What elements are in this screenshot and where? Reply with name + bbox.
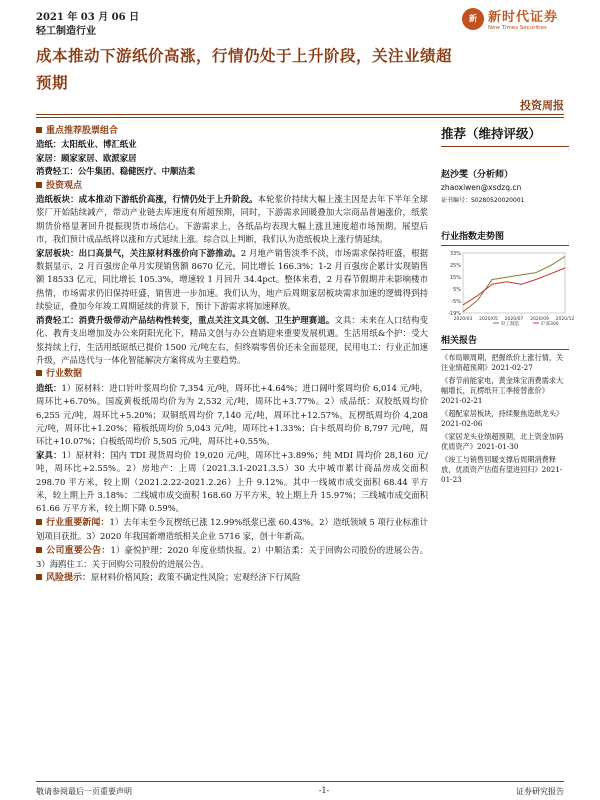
related-report[interactable]: 《超配家居板块，持续聚焦造纸龙头》2021-02-06 [441,409,564,428]
view-consumer: 消费轻工：消费升级带动产品结构性转变，重点关注文具文创、卫生护理赛道。文具：未来在人口结构变化、教育支出增加及办公来阴阳光化下，精品文创与办公直销迎来重要发展机遇。生活用纸&个护：受大浆持续上行，生活用纸原纸已提价 1500 元/吨左右，但终端零售价还未全面显现，民用电工：行业正加速升级，产品迭代与一体化智能解决方案将成为主要趋势。 [36,314,428,365]
y-tick-label: 25% [449,263,461,269]
related-report[interactable]: 《布局顺周期，把握纸价上涨行情，关注业绩超预期》2021-02-27 [441,353,564,372]
y-tick-label: -5% [451,299,461,305]
trend-chart [441,249,575,327]
view-home: 家居板块：出口高景气，关注原材料涨价向下游推动。2 月地产销售淡季不淡，市场需求保持旺盛，根据数据显示，2 月百强房企单月实现销售额 8670 亿元，同比增长 166.3%；1-2 月百强房企累计实现销售额 18533 亿元，同比增长 105.3%，增速较 1 月回升 34.4pct。整体来看，2 月春节假期并未影响楼市热情，市场需求仍旧保持旺盛，销售进一步加速。我们认为，地产后周期家居板块需求加速的逻辑得到持续验证，叠加今年竣工周期延续的背景下，预计下游需求将加速释放。 [36,247,429,312]
related-report[interactable]: 《竣工与销售回暖支撑后周期消费释放，优质资产估值有望进回归》2021-01-23 [441,455,563,484]
brand-logo [462,6,558,31]
company-announcements: 公司重要公告：1）豪悦护理：2020 年度业绩快报。2）中顺洁柔：关于回购公司股份的进展公告。3）海鸥住工：关于回购公司股份的进展公告。 [36,544,428,569]
section-portfolio: 重点推荐股票组合 [36,125,428,138]
footer-label: 证券研究报告 [516,787,564,796]
page-footer [36,781,564,797]
portfolio-row: 家居：顾家家居、欧派家居 [36,152,137,163]
square-bullet-icon [36,547,42,553]
y-tick-label: 5% [453,287,461,293]
main-content [36,124,428,586]
legend-label: 沪深300 [541,322,559,327]
view-paper: 造纸板块：成本推动下游纸价高涨，行情仍处于上升阶段。本轮浆价持续大幅上涨主因是去年下半年全球浆厂开始陆续减产，带动产业链去库速度有所超预期，同时，下游需求回暖叠加大宗商品普遍涨价，纸浆期货价格显著回升提振现货市场信心。下游需求上，各纸品均表现大幅上涨且速度超市场预期。展望后市，我们预计成品纸将以涨和方式延续上涨。综合以上判断，我们认为造纸板块上涨行情延续。 [36,194,429,245]
risk-warning: 风险提示：原材料价格风险；政策不确定性风险；宏观经济下行风险 [36,571,428,585]
y-tick-label: -19% [448,311,461,317]
section-tracking: 行业数据 [36,368,428,381]
sidebar [441,124,575,485]
trend-chart-title: 行业指数走势图 [441,229,569,246]
report-date: 2021 年 03 月 06 日 [36,12,140,23]
square-bullet-icon [36,574,42,580]
title-divider [36,114,564,115]
analyst-email[interactable]: zhaoxiwen@xsdzq.cn [441,183,522,192]
x-tick-label: 2020/12 [555,317,575,322]
square-bullet-icon [36,519,42,525]
report-type: 投资周报 [520,99,564,112]
x-tick-label: 2020/09 [530,317,549,322]
track-home: 家具：1）原材料：国内 TDI 现货周均价 19,020 元/吨，周环比+3.89%；纯 MDI 周均价 28,160 元/吨，周环比+2.55%。2）房地产：上周（2021.3.1-2021.3.5）30 大中城市累计商品房成交面积 298.70 平方米，较上期（2021.2.22-2021.2.26）上升 9.12%。其中一线城市成交面积 68.44 平方米，较上期上升 3.18%；二线城市成交面积 168.60 万平方米，较上期上升 15.97%；三线城市成交面积 61.66 万平方米，较上期下降 0.59%。 [36,449,429,514]
square-bullet-icon [36,182,42,188]
x-tick-label: 2020/05 [479,317,498,322]
square-bullet-icon [36,127,42,133]
industry-news: 行业重要新闻：1）去年末至今瓦楞纸已涨 12.99%纸浆已涨 60.43%。2）造纸领域 5 项行业标准计划项目获批。3）2020 年我国新增造纸相关企业 5716 家，创十年新高。 [36,516,428,542]
related-report[interactable]: 《家居龙头业绩超预期，北上资金加码优质资产》2021-01-30 [441,432,564,451]
page-number: -1- [318,786,330,795]
y-tick-label: 15% [449,275,461,281]
related-report[interactable]: 《春节前能家电，黄金珠宝消费需求大幅增长，瓦楞纸开工季接替涨价》2021-02-21 [441,376,564,405]
logo-english: New Times Securities [487,25,547,31]
report-title: 成本推动下游纸价高涨，行情仍处于上升阶段，关注业绩超预期 [36,46,453,92]
analyst-cert: 证书编号：S0280520020001 [441,197,525,204]
series-line-light-industry [463,257,565,312]
legend-label: 轻工制造 [501,322,519,327]
logo-icon: 新 [462,8,484,30]
analyst-name: 赵沙雯（分析师） [441,170,514,180]
logo-name: 新时代证券 [487,10,558,25]
portfolio-row: 造纸：太阳纸业、博汇纸业 [36,139,137,150]
related-reports-title: 相关报告 [441,333,569,350]
footer-disclaimer[interactable]: 敬请参阅最后一页重要声明 [36,787,132,796]
x-tick-label: 2020/07 [504,317,524,322]
square-bullet-icon [36,370,42,376]
rating: 推荐（维持评级） [441,124,569,147]
portfolio-row: 消费轻工：公牛集团、稳健医疗、中顺洁柔 [36,166,196,177]
section-views: 投资观点 [36,180,428,193]
x-tick-label: 2020/03 [453,317,473,322]
track-paper: 造纸：1）原材料：进口针叶浆周均价 7,354 元/吨，周环比+4.64%；进口阔叶浆周均价 6,014 元/吨，周环比+6.70%。国废黄板纸周均价为为 2,532 元/吨，周环比+3.77%。2）成品纸：双胶纸周均价 6,255 元/吨，周环比+5.20%；双铜纸周均价 7,140 元/吨，周环比+12.57%。瓦楞纸周均价 4,208 元/吨，周环比+1.20%；箱板纸周均价 5,043 元/吨，周环比+1.33%；白卡纸周均价 8,797 元/吨，周环比+10.07%；白板纸周均价 5,505 元/吨，周环比+0.55%。 [36,382,428,447]
report-sector: 轻工制造行业 [36,26,96,37]
title-divider-thin [36,117,564,118]
y-tick-label: 33% [449,251,461,257]
